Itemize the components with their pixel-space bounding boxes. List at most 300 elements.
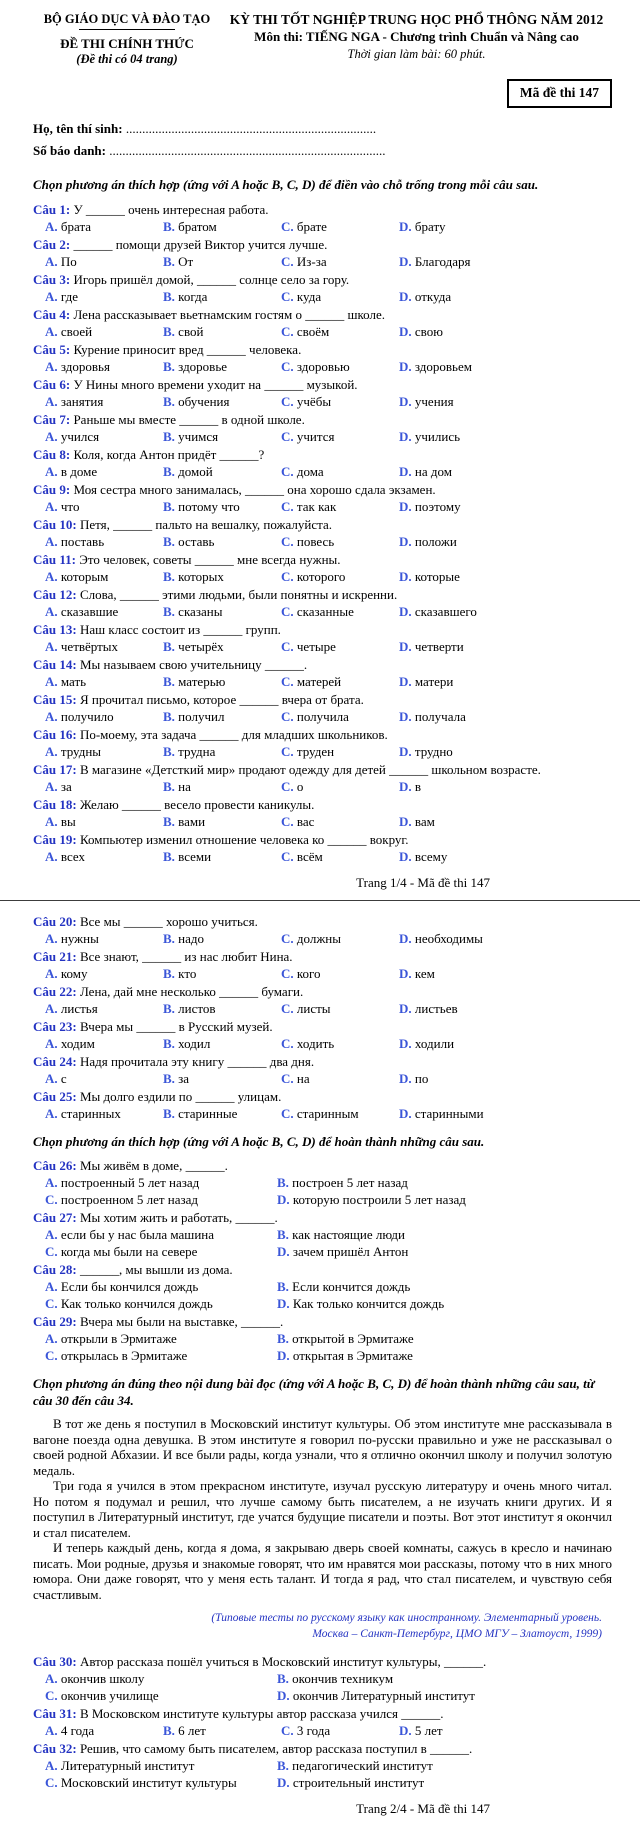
question-block: [33, 1053, 612, 1087]
option-letter: C.: [45, 1688, 58, 1703]
questions-30-32: [33, 1653, 612, 1791]
option-d: [399, 323, 612, 340]
question-number: Câu 2:: [33, 236, 71, 252]
option-text: всём: [296, 848, 323, 864]
option-b: [163, 253, 281, 270]
option-text: получила: [296, 708, 349, 724]
option-text: Из-за: [296, 253, 327, 269]
question-block: [33, 551, 612, 585]
question-text: Мы хотим жить и работать, ______.: [79, 1210, 278, 1225]
option-text: открыли в Эрмитаже: [60, 1331, 177, 1346]
option-letter: B.: [163, 848, 175, 864]
question-block: [33, 656, 612, 690]
option-a: [45, 1757, 277, 1774]
option-text: От: [178, 253, 194, 269]
option-c: [281, 323, 399, 340]
option-text: оставь: [178, 533, 215, 549]
option-d: [399, 743, 612, 760]
question-number: Câu 22:: [33, 983, 77, 999]
option-text: ходим: [60, 1035, 95, 1051]
option-b: [163, 1000, 281, 1017]
option-letter: B.: [163, 1723, 175, 1738]
question-text: Вчера мы были на выставке, ______.: [79, 1314, 284, 1329]
option-letter: B.: [277, 1279, 289, 1294]
option-b: [163, 813, 281, 830]
question-block: [33, 761, 612, 795]
option-text: сказанные: [296, 603, 354, 619]
option-text: учились: [414, 428, 461, 444]
option-a: [45, 288, 163, 305]
options-row: [33, 358, 612, 375]
question-block: [33, 913, 612, 947]
question-block: [33, 481, 612, 515]
option-letter: B.: [163, 253, 175, 269]
question-line: [33, 586, 612, 603]
option-letter: A.: [45, 965, 58, 981]
option-letter: C.: [45, 1775, 58, 1790]
option-letter: D.: [399, 323, 412, 339]
question-number: Câu 15:: [33, 691, 77, 707]
option-text: Московский институт культуры: [60, 1775, 237, 1790]
option-b: [163, 218, 281, 235]
question-block: [33, 411, 612, 445]
option-c: [281, 358, 399, 375]
option-b: [163, 1105, 281, 1122]
option-letter: A.: [45, 463, 58, 479]
option-text: кто: [178, 965, 197, 981]
option-d: [399, 288, 612, 305]
options-row: [33, 1035, 612, 1052]
option-letter: D.: [399, 1070, 412, 1086]
option-d: [277, 1774, 612, 1791]
question-line: [33, 1740, 612, 1757]
option-c: [281, 1000, 399, 1017]
option-d: [399, 253, 612, 270]
option-text: повесь: [296, 533, 335, 549]
option-a: [45, 1070, 163, 1087]
question-number: Câu 21:: [33, 948, 77, 964]
option-text: четверти: [414, 638, 464, 654]
option-text: обучения: [178, 393, 230, 409]
option-text: Как только кончился дождь: [60, 1296, 213, 1311]
option-b: [163, 708, 281, 725]
option-letter: D.: [277, 1775, 290, 1790]
option-d: [399, 638, 612, 655]
option-b: [277, 1226, 612, 1243]
option-text: учёбы: [296, 393, 332, 409]
option-d: [399, 1035, 612, 1052]
question-line: [33, 1653, 612, 1670]
option-text: учимся: [178, 428, 219, 444]
option-letter: D.: [399, 673, 412, 689]
option-text: листьев: [414, 1000, 458, 1016]
option-letter: A.: [45, 1175, 58, 1190]
option-letter: D.: [399, 1000, 412, 1016]
question-line: [33, 376, 612, 393]
option-a: [45, 428, 163, 445]
question-text: У Нины много времени уходит на ______ музыкой.: [73, 376, 358, 392]
option-letter: D.: [399, 358, 412, 374]
option-b: [163, 778, 281, 795]
option-c: [281, 533, 399, 550]
option-letter: A.: [45, 1331, 58, 1346]
header-right-block: [221, 12, 612, 67]
question-line: [33, 761, 612, 778]
exam-title: KỲ THI TỐT NGHIỆP TRUNG HỌC PHỔ THÔNG NĂM 2012: [229, 12, 604, 27]
option-b: [163, 428, 281, 445]
question-text: Решив, что самому быть писателем, автор рассказа поступил в ______.: [79, 1741, 473, 1756]
question-number: Câu 4:: [33, 306, 71, 322]
option-letter: D.: [399, 743, 412, 759]
option-letter: B.: [277, 1758, 289, 1773]
question-line: [33, 796, 612, 813]
option-c: [281, 463, 399, 480]
question-number: Câu 11:: [33, 551, 76, 567]
options-row: [33, 533, 612, 550]
question-text: Все мы ______ хорошо учиться.: [79, 913, 258, 929]
official-exam-label: ĐỀ THI CHÍNH THỨC: [60, 36, 194, 51]
question-text: Все знают, ______ из нас любит Нина.: [79, 948, 293, 964]
question-number: Câu 18:: [33, 796, 77, 812]
option-a: [45, 673, 163, 690]
option-c: [281, 708, 399, 725]
option-b: [163, 603, 281, 620]
question-text: Наш класс состоит из ______ групп.: [79, 621, 281, 637]
option-letter: C.: [281, 358, 294, 374]
option-letter: B.: [163, 498, 175, 514]
option-text: куда: [296, 288, 322, 304]
option-d: [399, 965, 612, 982]
option-text: здоровья: [60, 358, 110, 374]
option-letter: D.: [399, 288, 412, 304]
options-row: [33, 778, 612, 795]
option-b: [163, 848, 281, 865]
options-row: [33, 965, 612, 982]
option-text: на: [178, 778, 191, 794]
option-letter: C.: [281, 533, 294, 549]
question-text: Мы долго ездили по ______ улицам.: [79, 1088, 282, 1104]
question-text: Коля, когда Антон придёт ______?: [73, 446, 265, 462]
option-letter: C.: [281, 323, 294, 339]
option-a: [45, 1035, 163, 1052]
option-text: Если бы кончился дождь: [60, 1279, 199, 1294]
option-d: [399, 463, 612, 480]
option-text: свою: [414, 323, 443, 339]
option-letter: A.: [45, 428, 58, 444]
option-text: своём: [296, 323, 330, 339]
option-letter: D.: [399, 393, 412, 409]
question-text: Желаю ______ весело провести каникулы.: [79, 796, 315, 812]
option-d: [399, 218, 612, 235]
question-line: [33, 656, 612, 673]
options-row: [33, 848, 612, 865]
option-c: [45, 1687, 277, 1704]
option-letter: B.: [163, 1105, 175, 1121]
question-number: Câu 28:: [33, 1262, 77, 1277]
options-row: [33, 1757, 612, 1791]
option-text: трудна: [178, 743, 216, 759]
option-c: [45, 1295, 277, 1312]
question-block: [33, 236, 612, 270]
option-a: [45, 533, 163, 550]
candidate-id-row: [33, 143, 612, 165]
option-letter: C.: [281, 393, 294, 409]
options-row: [33, 288, 612, 305]
option-letter: D.: [399, 218, 412, 234]
passage-paragraph: Три года я учился в этом прекрасном институте, изучал русскую литературу и очень много читал. Но потом я подумал и решил, что лучше самому быть писателем, а не изучать книги других. И я поступил в Литературный институт, где учатся будущие писатели и поэты. Вот этот институт я окончил и стал писателем.: [33, 1478, 612, 1540]
option-text: 5 лет: [414, 1723, 443, 1738]
option-text: на дом: [414, 463, 452, 479]
options-row: [33, 673, 612, 690]
option-text: Литературный институт: [60, 1758, 195, 1773]
question-block: [33, 796, 612, 830]
options-row: [33, 638, 612, 655]
option-c: [45, 1347, 277, 1364]
option-letter: C.: [281, 673, 294, 689]
option-text: 4 года: [60, 1723, 95, 1738]
question-block: [33, 1209, 612, 1260]
options-row: [33, 603, 612, 620]
option-letter: C.: [281, 930, 294, 946]
option-a: [45, 323, 163, 340]
option-c: [281, 778, 399, 795]
candidate-name-row: [33, 121, 612, 143]
question-number: Câu 30:: [33, 1654, 77, 1669]
options-row: [33, 568, 612, 585]
option-letter: B.: [163, 533, 175, 549]
option-d: [399, 1722, 612, 1739]
option-a: [45, 568, 163, 585]
options-row: [33, 218, 612, 235]
option-letter: A.: [45, 930, 58, 946]
question-line: [33, 831, 612, 848]
option-b: [163, 498, 281, 515]
question-block: [33, 271, 612, 305]
option-c: [281, 393, 399, 410]
question-number: Câu 6:: [33, 376, 71, 392]
option-letter: A.: [45, 1671, 58, 1686]
option-letter: A.: [45, 743, 58, 759]
option-text: братом: [178, 218, 217, 234]
option-c: [281, 965, 399, 982]
option-c: [281, 1722, 399, 1739]
option-letter: C.: [281, 218, 294, 234]
question-block: [33, 983, 612, 1017]
option-text: когда мы были на севере: [60, 1244, 198, 1259]
option-letter: A.: [45, 708, 58, 724]
option-letter: A.: [45, 1035, 58, 1051]
option-letter: C.: [281, 1105, 294, 1121]
option-text: всех: [60, 848, 85, 864]
options-row: [33, 1278, 612, 1312]
question-block: [33, 341, 612, 375]
option-c: [45, 1243, 277, 1260]
question-number: Câu 17:: [33, 761, 77, 777]
question-text: По-моему, эта задача ______ для младших школьников.: [79, 726, 388, 742]
option-d: [399, 708, 612, 725]
option-d: [399, 1105, 612, 1122]
option-text: листья: [60, 1000, 98, 1016]
duration-line: Thời gian làm bài: 60 phút.: [347, 47, 486, 61]
option-a: [45, 358, 163, 375]
option-b: [163, 1070, 281, 1087]
option-letter: D.: [277, 1192, 290, 1207]
option-letter: C.: [281, 288, 294, 304]
option-letter: C.: [45, 1244, 58, 1259]
option-letter: D.: [399, 533, 412, 549]
exam-code-box: Mã đề thi 147: [507, 79, 612, 108]
option-letter: A.: [45, 603, 58, 619]
option-c: [281, 253, 399, 270]
option-letter: D.: [399, 930, 412, 946]
question-text: Автор рассказа пошёл учиться в Московский институт культуры, ______.: [79, 1654, 487, 1669]
option-letter: B.: [163, 603, 175, 619]
candidate-id-label: Số báo danh:: [33, 143, 106, 158]
option-text: которую построили 5 лет назад: [292, 1192, 466, 1207]
option-d: [399, 1070, 612, 1087]
question-text: Игорь пришёл домой, ______ солнце село за гору.: [73, 271, 350, 287]
option-text: потому что: [178, 498, 240, 514]
option-text: Если кончится дождь: [292, 1279, 411, 1294]
option-letter: C.: [281, 428, 294, 444]
ministry-underline: [79, 29, 175, 30]
question-block: [33, 1740, 612, 1791]
option-letter: D.: [399, 253, 412, 269]
option-text: построен 5 лет назад: [292, 1175, 408, 1190]
option-text: четыре: [296, 638, 336, 654]
option-c: [281, 603, 399, 620]
options-row: [33, 1000, 612, 1017]
option-text: когда: [178, 288, 208, 304]
option-b: [163, 358, 281, 375]
option-letter: B.: [163, 568, 175, 584]
question-line: [33, 691, 612, 708]
option-text: вас: [296, 813, 315, 829]
option-text: если бы у нас была машина: [60, 1227, 215, 1242]
option-text: открытой в Эрмитаже: [292, 1331, 414, 1346]
option-letter: D.: [277, 1348, 290, 1363]
option-b: [163, 965, 281, 982]
option-d: [399, 603, 612, 620]
option-text: четырёх: [178, 638, 224, 654]
option-text: старинные: [178, 1105, 238, 1121]
page-divider: [0, 900, 640, 901]
passage-paragraph: В тот же день я поступил в Московский институт культуры. Об этом институте мне рассказывала в вагоне поезда одна девушка. В этом институте я говорил по-русски правильно и уже не рассказывал о своей родной Абхазии. И все были рады, когда узнали, что я отлично окончил школу и получил золотую медаль.: [33, 1416, 612, 1478]
option-d: [399, 533, 612, 550]
question-number: Câu 9:: [33, 481, 71, 497]
question-number: Câu 13:: [33, 621, 77, 637]
options-row: [33, 1330, 612, 1364]
option-letter: D.: [399, 1723, 412, 1738]
question-number: Câu 8:: [33, 446, 71, 462]
option-text: четвёртых: [60, 638, 119, 654]
option-letter: C.: [281, 1723, 294, 1738]
option-letter: A.: [45, 1070, 58, 1086]
option-c: [281, 498, 399, 515]
option-text: дома: [296, 463, 324, 479]
question-line: [33, 1209, 612, 1226]
citation-line-2: Москва – Санкт-Петербург, ЦМО МГУ – Златоуст, 1999): [312, 1627, 602, 1640]
option-letter: A.: [45, 1723, 58, 1738]
option-letter: B.: [163, 288, 175, 304]
option-a: [45, 1330, 277, 1347]
page1-footer: Trang 1/4 - Mã đề thi 147: [356, 874, 490, 890]
option-letter: B.: [163, 1070, 175, 1086]
option-b: [163, 288, 281, 305]
option-b: [163, 393, 281, 410]
option-letter: C.: [45, 1192, 58, 1207]
option-letter: A.: [45, 1279, 58, 1294]
question-block: [33, 516, 612, 550]
question-number: Câu 5:: [33, 341, 71, 357]
option-letter: D.: [399, 1035, 412, 1051]
ministry-name: BỘ GIÁO DỤC VÀ ĐÀO TẠO: [43, 12, 211, 26]
question-block: [33, 621, 612, 655]
option-letter: B.: [163, 673, 175, 689]
option-text: старинных: [60, 1105, 121, 1121]
option-text: листы: [296, 1000, 331, 1016]
option-letter: C.: [281, 813, 294, 829]
question-text: Моя сестра много занималась, ______ она хорошо сдала экзамен.: [73, 481, 436, 497]
question-text: ______, мы вышли из дома.: [79, 1262, 233, 1277]
option-letter: B.: [163, 1000, 175, 1016]
question-line: [33, 201, 612, 218]
option-text: положи: [414, 533, 457, 549]
source-citation: [33, 1611, 602, 1642]
options-row: [33, 813, 612, 830]
option-letter: D.: [399, 965, 412, 981]
page2-footer: Trang 2/4 - Mã đề thi 147: [356, 1801, 490, 1816]
option-letter: D.: [399, 848, 412, 864]
option-d: [399, 778, 612, 795]
options-row: [33, 323, 612, 340]
option-letter: B.: [163, 743, 175, 759]
question-number: Câu 24:: [33, 1053, 77, 1069]
option-letter: A.: [45, 848, 58, 864]
options-row: [33, 1722, 612, 1739]
option-text: в: [414, 778, 422, 794]
question-text: В магазине «Детсткий мир» продают одежду для детей ______ школьном возрасте.: [79, 761, 541, 777]
question-text: У ______ очень интересная работа.: [73, 201, 269, 217]
question-number: Câu 23:: [33, 1018, 77, 1034]
option-c: [281, 743, 399, 760]
option-a: [45, 813, 163, 830]
option-letter: B.: [163, 708, 175, 724]
question-text: Вчера мы ______ в Русский музей.: [79, 1018, 273, 1034]
question-text: Лена, дай мне несколько ______ бумаги.: [79, 983, 304, 999]
option-letter: A.: [45, 813, 58, 829]
option-text: здоровьем: [414, 358, 472, 374]
question-number: Câu 10:: [33, 516, 77, 532]
option-letter: B.: [163, 323, 175, 339]
page-count-note: (Đề thi có 04 trang): [76, 52, 178, 66]
option-text: матерей: [296, 673, 342, 689]
option-text: где: [60, 288, 78, 304]
option-text: брата: [60, 218, 92, 234]
option-letter: D.: [399, 463, 412, 479]
option-text: в доме: [60, 463, 98, 479]
option-text: которого: [296, 568, 346, 584]
option-text: о: [296, 778, 304, 794]
candidate-id-dotted-line: .....................................................................................: [109, 143, 386, 158]
option-text: брату: [414, 218, 446, 234]
option-text: всеми: [178, 848, 212, 864]
option-letter: C.: [281, 1070, 294, 1086]
option-text: учится: [296, 428, 335, 444]
options-row: [33, 498, 612, 515]
option-text: как настоящие люди: [292, 1227, 405, 1242]
option-letter: D.: [277, 1244, 290, 1259]
